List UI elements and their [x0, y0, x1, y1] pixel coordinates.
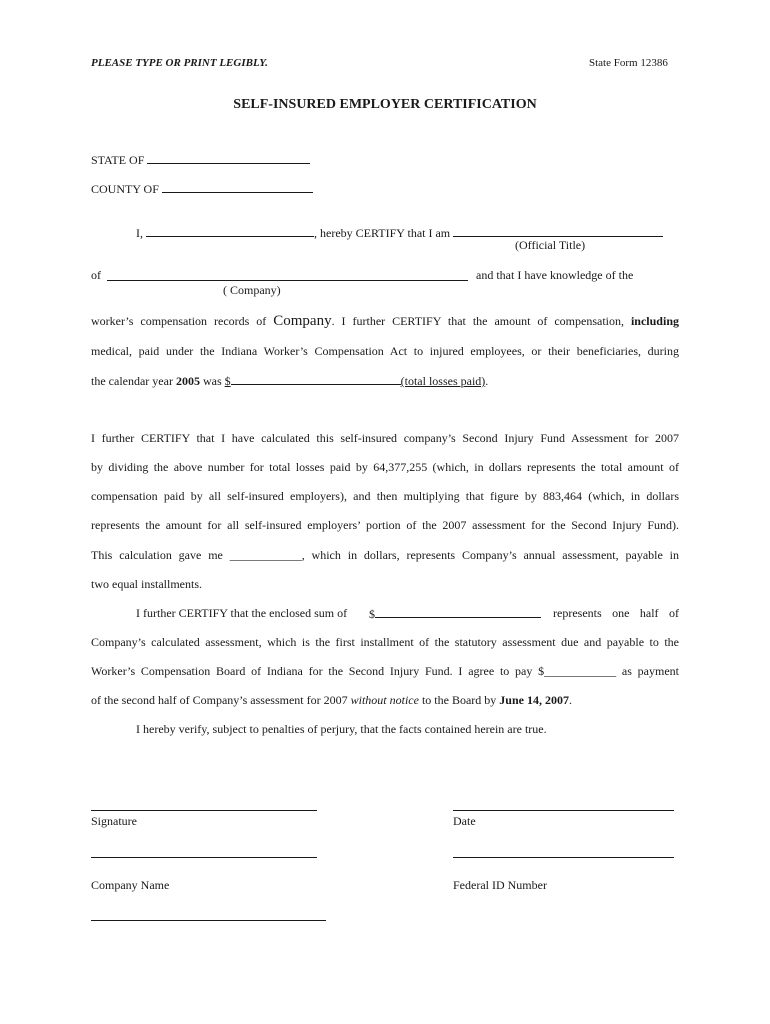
para2-line2: by dividing the above number for total losses paid by 64,377,255 (which, in dollars represents the total amount of [91, 460, 679, 474]
signature-label: Signature [91, 814, 137, 828]
total-losses-field[interactable] [231, 373, 401, 385]
federal-id-label: Federal ID Number [453, 878, 547, 892]
signature-field[interactable] [91, 810, 317, 811]
para3-line2: Company’s calculated assessment, which is the first installment of the statutory assessment due and payable to the [91, 635, 679, 649]
para2-line1: I further CERTIFY that I have calculated this self-insured company’s Second Injury Fund Assessment for 2007 [91, 431, 679, 445]
para2-line6: two equal installments. [91, 577, 202, 591]
para2-line4: represents the amount for all self-insured employers’ portion of the 2007 assessment for the Second Injury Fund). [91, 518, 679, 532]
enclosed-sum-field[interactable] [375, 606, 541, 618]
extra-signature-line[interactable] [91, 920, 326, 921]
page-title: SELF-INSURED EMPLOYER CERTIFICATION [233, 97, 537, 112]
name-field[interactable] [146, 224, 314, 237]
state-label: STATE OF [91, 153, 145, 167]
company-line-prefix: of [91, 268, 101, 282]
county-label: COUNTY OF [91, 182, 159, 196]
state-field[interactable] [147, 151, 310, 164]
official-title-caption: (Official Title) [515, 238, 586, 252]
state-row [91, 151, 310, 167]
para2-line5: This calculation gave me ____________, which in dollars, represents Company’s annual assessment, payable in [91, 548, 679, 562]
certify-prefix: I, [136, 226, 143, 240]
date-field[interactable] [453, 810, 674, 811]
para3-line1-a: I further CERTIFY that the enclosed sum of [136, 606, 348, 620]
date-label: Date [453, 814, 476, 828]
certify-middle: , hereby CERTIFY that I am [314, 226, 451, 240]
company-name-field[interactable] [91, 857, 317, 858]
company-field[interactable] [107, 280, 468, 281]
para1-line2: medical, paid under the Indiana Worker’s Compensation Act to injured employees, or their beneficiaries, during [91, 344, 679, 358]
para1-line3: the calendar year 2005 was $ (total losses paid). [91, 374, 489, 388]
print-instruction: PLEASE TYPE OR PRINT LEGIBLY. [91, 57, 268, 69]
county-row [91, 180, 313, 196]
official-title-field[interactable] [453, 224, 663, 237]
para3-line1-sum: $ [369, 606, 541, 621]
verification-statement: I hereby verify, subject to penalties of perjury, that the facts contained herein are true. [136, 722, 547, 736]
company-caption: ( Company) [223, 283, 281, 297]
company-line-suffix: and that I have knowledge of the [476, 268, 634, 282]
federal-id-field[interactable] [453, 857, 674, 858]
county-field[interactable] [162, 180, 313, 193]
para3-line3: Worker’s Compensation Board of Indiana for the Second Injury Fund. I agree to pay $____________ as payment [91, 664, 679, 678]
para3-line1-b: represents one half of [553, 606, 679, 620]
para1-line1: worker’s compensation records of Company. I further CERTIFY that the amount of compensation, including [91, 313, 679, 329]
para3-line4: of the second half of Company’s assessment for 2007 without notice to the Board by June 14, 2007. [91, 693, 572, 707]
form-number: State Form 12386 [589, 57, 668, 69]
company-name-label: Company Name [91, 878, 170, 892]
para2-line3: compensation paid by all self-insured employers), and then multiplying that figure by 883,464 (which, in dollars [91, 489, 679, 503]
